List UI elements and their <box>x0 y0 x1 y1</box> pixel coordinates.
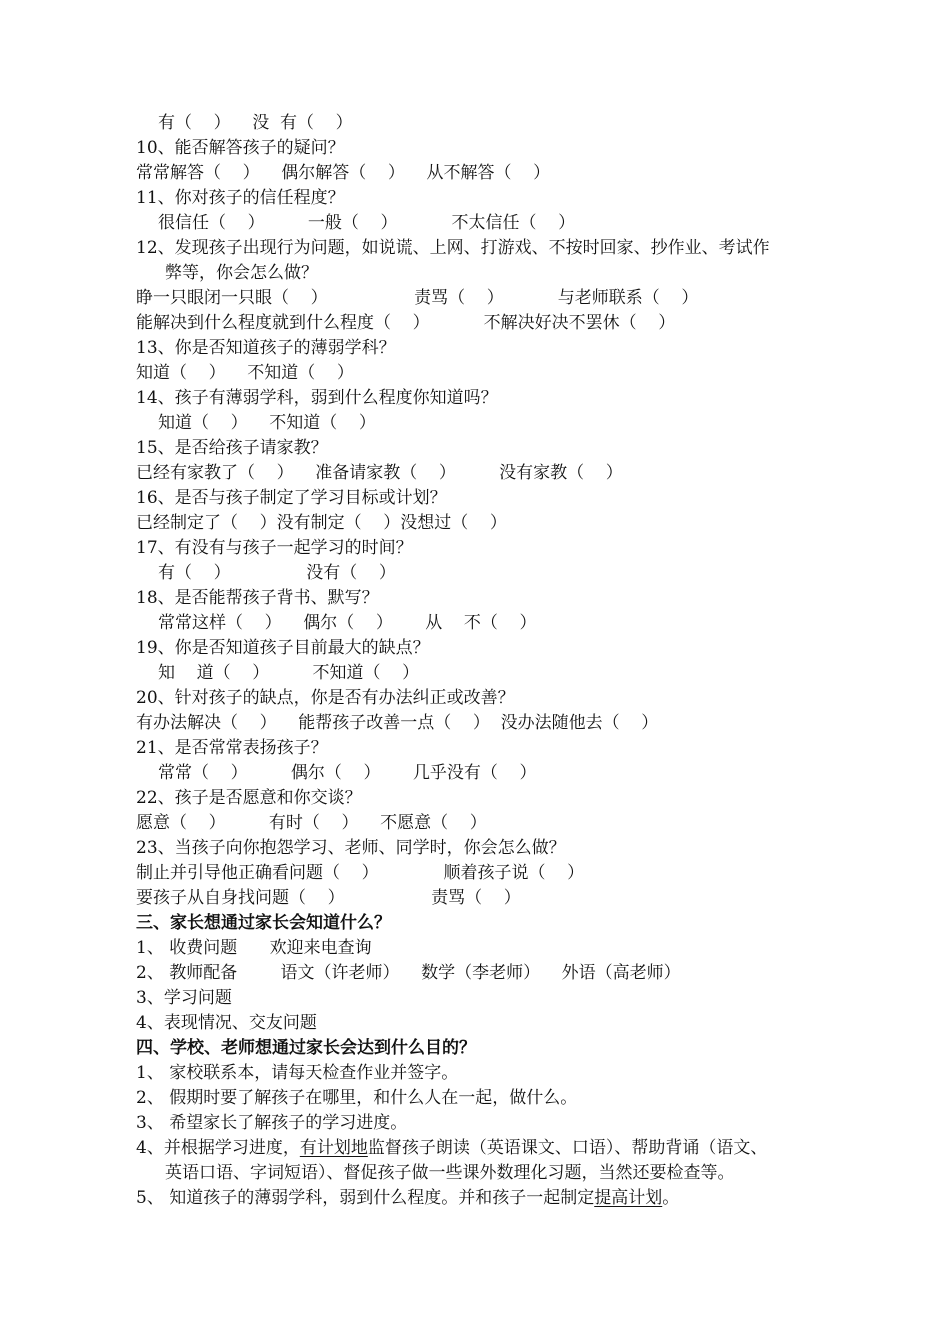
answer-line: 要孩子从自身找问题（ ） 责骂（ ） <box>136 888 521 908</box>
section-3-item: 1、 收费问题 欢迎来电查询 <box>136 938 372 958</box>
answer-line: 知道（ ） 不知道（ ） <box>158 413 376 433</box>
section-4-heading: 四、学校、老师想通过家长会达到什么目的？ <box>136 1038 476 1058</box>
section-4-item <box>136 1186 679 1211</box>
underlined-text: 有计划地 <box>299 1138 368 1158</box>
question-14: 14、孩子有薄弱学科，弱到什么程度你知道吗？ <box>136 388 498 408</box>
answer-line: 常常这样（ ） 偶尔（ ） 从 不（ ） <box>158 613 537 633</box>
question-22: 22、孩子是否愿意和你交谈？ <box>136 788 362 808</box>
answer-line: 有（ ） 没有（ ） <box>158 563 396 583</box>
question-12: 12、发现孩子出现行为问题，如说谎、上网、打游戏、不按时回家、抄作业、考试作 <box>136 238 770 258</box>
section-4-item: 3、 希望家长了解孩子的学习进度。 <box>136 1113 408 1133</box>
answer-line: 已经有家教了（ ） 准备请家教（ ） 没有家教（ ） <box>136 463 623 483</box>
section-3-item: 2、 教师配备 语文（许老师） 数学（李老师） 外语（高老师） <box>136 963 681 983</box>
section-3-heading: 三、家长想通过家长会知道什么？ <box>136 913 391 933</box>
answer-line: 知 道（ ） 不知道（ ） <box>158 663 420 683</box>
question-20: 20、针对孩子的缺点，你是否有办法纠正或改善？ <box>136 688 515 708</box>
answer-line: 制止并引导他正确看问题（ ） 顺着孩子说（ ） <box>136 863 585 883</box>
answer-line: 已经制定了（ ）没有制定（ ）没想过（ ） <box>136 513 507 533</box>
answer-line: 很信任（ ） 一般（ ） 不太信任（ ） <box>158 213 576 233</box>
answer-line: 愿意（ ） 有时（ ） 不愿意（ ） <box>136 813 487 833</box>
answer-line: 有办法解决（ ） 能帮孩子改善一点（ ） 没办法随他去（ ） <box>136 713 659 733</box>
section-4-item: 2、 假期时要了解孩子在哪里，和什么人在一起，做什么。 <box>136 1088 578 1108</box>
question-10: 10、能否解答孩子的疑问？ <box>136 138 345 158</box>
question-19: 19、你是否知道孩子目前最大的缺点？ <box>136 638 430 658</box>
answer-line: 常常解答（ ） 偶尔解答（ ） 从不解答（ ） <box>136 163 551 183</box>
question-13: 13、你是否知道孩子的薄弱学科？ <box>136 338 396 358</box>
section-4-item-continued: 英语口语、字词短语）、督促孩子做一些课外数理化习题，当然还要检查等。 <box>165 1163 735 1183</box>
underlined-text: 提高计划 <box>594 1188 663 1208</box>
answer-line: 常常（ ） 偶尔（ ） 几乎没有（ ） <box>158 763 537 783</box>
question-23: 23、当孩子向你抱怨学习、老师、同学时，你会怎么做？ <box>136 838 566 858</box>
section-4-item: 1、 家校联系本，请每天检查作业并签字。 <box>136 1063 459 1083</box>
answer-line: 睁一只眼闭一只眼（ ） 责骂（ ） 与老师联系（ ） <box>136 288 699 308</box>
section-4-item <box>136 1136 767 1161</box>
item-text: 4、并根据学习进度， <box>136 1138 300 1158</box>
question-15: 15、是否给孩子请家教？ <box>136 438 328 458</box>
question-21: 21、是否常常表扬孩子？ <box>136 738 328 758</box>
item-text: 。 <box>662 1188 680 1208</box>
question-17: 17、有没有与孩子一起学习的时间？ <box>136 538 413 558</box>
section-3-item: 3、学习问题 <box>136 988 232 1008</box>
question-12-continued: 弊等，你会怎么做？ <box>165 263 318 283</box>
question-16: 16、是否与孩子制定了学习目标或计划？ <box>136 488 447 508</box>
section-3-item: 4、表现情况、交友问题 <box>136 1013 317 1033</box>
answer-line: 有（ ） 没 有（ ） <box>158 113 353 133</box>
question-18: 18、是否能帮孩子背书、默写？ <box>136 588 379 608</box>
question-11: 11、你对孩子的信任程度？ <box>136 188 345 208</box>
answer-line: 能解决到什么程度就到什么程度（ ） 不解决好决不罢休（ ） <box>136 313 676 333</box>
item-text: 监督孩子朗读（英语课文、口语）、帮助背诵（语文、 <box>367 1138 768 1158</box>
item-text: 5、 知道孩子的薄弱学科，弱到什么程度。并和孩子一起制定 <box>136 1188 595 1208</box>
answer-line: 知道（ ） 不知道（ ） <box>136 363 354 383</box>
